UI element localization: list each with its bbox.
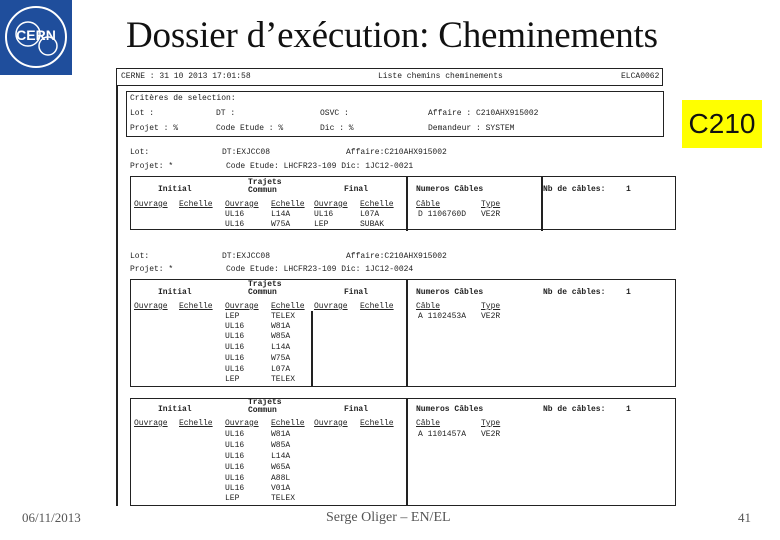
s2-row1-echelle: TELEX bbox=[271, 312, 296, 321]
s2-row6-ouvrage: UL16 bbox=[225, 365, 245, 374]
criteria-demandeur: Demandeur : SYSTEM bbox=[428, 124, 515, 133]
s2-numeros-head: Numeros Câbles bbox=[416, 288, 484, 297]
s3-row2-ouvrage: UL16 bbox=[225, 441, 245, 450]
s3-cable: A 1101457A bbox=[418, 430, 467, 439]
s2-col-echelle-2: Echelle bbox=[271, 302, 305, 311]
s3-row3-ouvrage: UL16 bbox=[225, 452, 245, 461]
s3-type: VE2R bbox=[481, 430, 501, 439]
criteria-affaire: Affaire : C210AHX915002 bbox=[428, 109, 539, 118]
s3-row1-ouvrage: UL16 bbox=[225, 430, 245, 439]
s3-col-type: Type bbox=[481, 419, 501, 428]
s3-numeros-head: Numeros Câbles bbox=[416, 405, 484, 414]
top-bar-right: ELCA0062 bbox=[621, 72, 660, 81]
footer-author: Serge Oliger – EN/EL bbox=[326, 510, 451, 525]
top-bar-left: CERNE : 31 10 2013 17:01:58 bbox=[121, 72, 251, 81]
s1-col-echelle-3: Echelle bbox=[360, 200, 394, 209]
s1-col-ouvrage-2: Ouvrage bbox=[225, 200, 259, 209]
s3-col-echelle: Echelle bbox=[179, 419, 213, 428]
s1-affaire: Affaire:C210AHX915002 bbox=[346, 148, 447, 157]
s2-dt: DT:EXJCC08 bbox=[222, 252, 271, 261]
s2-row7-ouvrage: LEP bbox=[225, 375, 240, 384]
s1-code: Code Etude: LHCFR23-109 Dic: 1JC12-0021 bbox=[226, 162, 414, 171]
s1-row1-ouvrage: UL16 bbox=[225, 210, 245, 219]
s1-row2-echelle: W75A bbox=[271, 220, 291, 229]
s3-row7-echelle: TELEX bbox=[271, 494, 296, 503]
slide-title: Dossier d’exécution: Cheminements bbox=[126, 15, 658, 56]
s3-commun-head: Commun bbox=[248, 406, 277, 415]
s3-col-ouvrage-2: Ouvrage bbox=[225, 419, 259, 428]
s2-cable: A 1102453A bbox=[418, 312, 467, 321]
s3-row7-ouvrage: LEP bbox=[225, 494, 240, 503]
s1-nb-head: Nb de câbles: bbox=[543, 185, 606, 194]
s3-final-head: Final bbox=[344, 405, 369, 414]
s3-trajets-head: Trajets bbox=[248, 398, 282, 407]
s2-type: VE2R bbox=[481, 312, 501, 321]
s3-row6-ouvrage: UL16 bbox=[225, 484, 245, 493]
criteria-osvc: OSVC : bbox=[320, 109, 349, 118]
c210-badge: C210 bbox=[682, 100, 762, 148]
s3-row4-echelle: W65A bbox=[271, 463, 291, 472]
s3-row6-echelle: V01A bbox=[271, 484, 291, 493]
s2-code: Code Etude: LHCFR23-109 Dic: 1JC12-0024 bbox=[226, 265, 414, 274]
s2-lot: Lot: bbox=[130, 252, 150, 261]
s3-row5-echelle: A88L bbox=[271, 474, 291, 483]
s2-col-echelle-3: Echelle bbox=[360, 302, 394, 311]
s3-col-echelle-3: Echelle bbox=[360, 419, 394, 428]
s2-row2-echelle: W81A bbox=[271, 322, 291, 331]
s2-col-cable: Câble bbox=[416, 302, 441, 311]
s1-lot: Lot: bbox=[130, 148, 150, 157]
s3-row3-echelle: L14A bbox=[271, 452, 291, 461]
s3-col-echelle-2: Echelle bbox=[271, 419, 305, 428]
s1-row1-echelle: L14A bbox=[271, 210, 291, 219]
s3-divider-1 bbox=[406, 398, 408, 506]
s1-nb-value: 1 bbox=[626, 185, 631, 194]
s2-row1-ouvrage: LEP bbox=[225, 312, 240, 321]
criteria-dic: Dic : % bbox=[320, 124, 354, 133]
s2-trajets-head: Trajets bbox=[248, 280, 282, 289]
s1-trajets-head: Trajets bbox=[248, 178, 282, 187]
s2-row6-echelle: L07A bbox=[271, 365, 291, 374]
criteria-dt: DT : bbox=[216, 109, 236, 118]
s3-row2-echelle: W85A bbox=[271, 441, 291, 450]
s3-col-ouvrage: Ouvrage bbox=[134, 419, 168, 428]
s2-affaire: Affaire:C210AHX915002 bbox=[346, 252, 447, 261]
criteria-projet: Projet : % bbox=[130, 124, 179, 133]
s2-commun-head: Commun bbox=[248, 288, 277, 297]
s1-divider-1 bbox=[406, 176, 408, 231]
s1-col-echelle: Echelle bbox=[179, 200, 213, 209]
criteria-title: Critères de selection: bbox=[130, 94, 236, 103]
s2-row7-echelle: TELEX bbox=[271, 375, 296, 384]
top-bar-center: Liste chemins cheminements bbox=[378, 72, 503, 81]
s1-row2-ouvrage: UL16 bbox=[225, 220, 245, 229]
s2-divider-1 bbox=[406, 279, 408, 387]
report-scan bbox=[116, 66, 681, 506]
footer-date: 06/11/2013 bbox=[22, 510, 81, 525]
s2-initial-head: Initial bbox=[158, 288, 192, 297]
s3-col-ouvrage-3: Ouvrage bbox=[314, 419, 348, 428]
s2-final-head: Final bbox=[344, 288, 369, 297]
s1-col-type: Type bbox=[481, 200, 501, 209]
s1-row2-f-ouvrage: LEP bbox=[314, 220, 329, 229]
s2-row4-ouvrage: UL16 bbox=[225, 343, 245, 352]
criteria-code-etude: Code Etude : % bbox=[216, 124, 284, 133]
s1-col-cable: Câble bbox=[416, 200, 441, 209]
s3-initial-head: Initial bbox=[158, 405, 192, 414]
s1-row1-cable: D 1106760D bbox=[418, 210, 467, 219]
s2-col-type: Type bbox=[481, 302, 501, 311]
s1-projet: Projet: * bbox=[130, 162, 174, 171]
s2-row5-ouvrage: UL16 bbox=[225, 354, 245, 363]
s2-divider-2 bbox=[311, 311, 313, 387]
cern-logo bbox=[0, 0, 72, 75]
s2-col-ouvrage-2: Ouvrage bbox=[225, 302, 259, 311]
scan-left-edge bbox=[116, 86, 118, 506]
criteria-lot: Lot : bbox=[130, 109, 155, 118]
s3-row5-ouvrage: UL16 bbox=[225, 474, 245, 483]
s2-col-ouvrage-3: Ouvrage bbox=[314, 302, 348, 311]
s3-col-cable: Câble bbox=[416, 419, 441, 428]
s2-col-echelle: Echelle bbox=[179, 302, 213, 311]
s1-col-ouvrage-3: Ouvrage bbox=[314, 200, 348, 209]
s1-commun-head: Commun bbox=[248, 186, 277, 195]
s1-dt: DT:EXJCC08 bbox=[222, 148, 271, 157]
s1-row1-f-ouvrage: UL16 bbox=[314, 210, 334, 219]
s3-nb-head: Nb de câbles: bbox=[543, 405, 606, 414]
s2-row2-ouvrage: UL16 bbox=[225, 322, 245, 331]
s2-row4-echelle: L14A bbox=[271, 343, 291, 352]
s2-row5-echelle: W75A bbox=[271, 354, 291, 363]
footer-page-number: 41 bbox=[738, 510, 751, 525]
s1-col-ouvrage: Ouvrage bbox=[134, 200, 168, 209]
s3-row1-echelle: W81A bbox=[271, 430, 291, 439]
s1-row1-f-echelle: L07A bbox=[360, 210, 380, 219]
s3-nb-value: 1 bbox=[626, 405, 631, 414]
s2-projet: Projet: * bbox=[130, 265, 174, 274]
s1-row1-type: VE2R bbox=[481, 210, 501, 219]
svg-text:CERN: CERN bbox=[16, 27, 56, 43]
s2-nb-head: Nb de câbles: bbox=[543, 288, 606, 297]
s2-row3-ouvrage: UL16 bbox=[225, 332, 245, 341]
s1-row2-f-echelle: SUBAK bbox=[360, 220, 385, 229]
s1-numeros-head: Numeros Câbles bbox=[416, 185, 484, 194]
s3-row4-ouvrage: UL16 bbox=[225, 463, 245, 472]
s2-nb-value: 1 bbox=[626, 288, 631, 297]
s2-col-ouvrage: Ouvrage bbox=[134, 302, 168, 311]
s1-final-head: Final bbox=[344, 185, 369, 194]
s1-initial-head: Initial bbox=[158, 185, 192, 194]
s1-col-echelle-2: Echelle bbox=[271, 200, 305, 209]
s2-row3-echelle: W85A bbox=[271, 332, 291, 341]
